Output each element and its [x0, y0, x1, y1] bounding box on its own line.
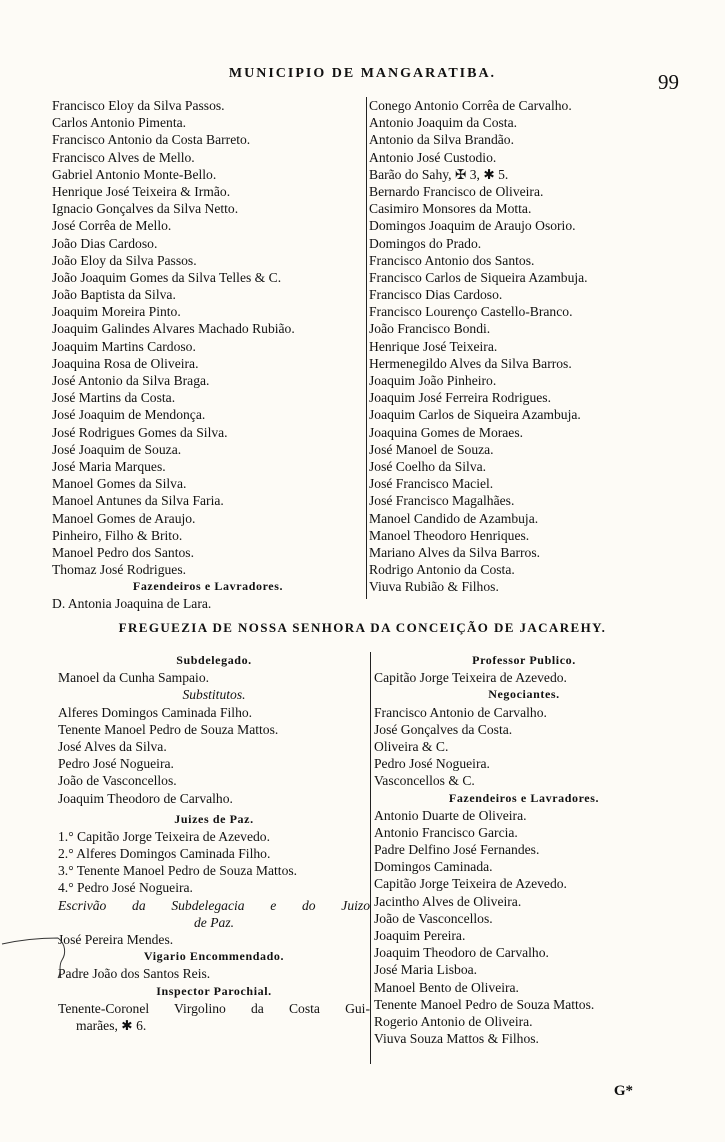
list-item: José Corrêa de Mello. [52, 218, 172, 234]
list-item: Alferes Domingos Caminada Filho. [58, 704, 253, 720]
list-item: Francisco Carlos de Siqueira Azambuja. [369, 269, 588, 285]
subdelegado-heading: Subdelegado. [176, 653, 252, 667]
list-item: Gabriel Antonio Monte-Bello. [52, 166, 217, 182]
list-item: Joaquim Pereira. [374, 928, 466, 943]
list-item: Francisco Lourenço Castello-Branco. [369, 304, 573, 320]
list-item: Rogerio Antonio de Oliveira. [374, 1013, 533, 1029]
escrivao-heading-line1: Escrivão da Subdelegacia e do Juizo [58, 897, 370, 913]
list-item: Manoel Gomes da Silva. [52, 476, 187, 492]
list-item: Joaquina Rosa de Oliveira. [52, 355, 199, 371]
top-right-column [369, 97, 669, 595]
list-item: Francisco Alves de Mello. [52, 149, 195, 165]
list-item: Capitão Jorge Teixeira de Azevedo. [374, 876, 567, 892]
negociantes-heading: Negociantes. [488, 687, 560, 702]
list-item: Domingos Joaquim de Araujo Osorio. [369, 218, 576, 234]
list-item: Thomaz José Rodrigues. [52, 562, 187, 578]
list-item: D. Antonia Joaquina de Lara. [52, 596, 212, 612]
list-item: Joaquim João Pinheiro. [369, 373, 497, 388]
list-item: Barão do Sahy, ✠ 3, ✱ 5. [369, 166, 509, 182]
list-item: José Coelho da Silva. [369, 458, 487, 474]
list-item: Domingos do Prado. [369, 235, 482, 251]
list-item: João de Vasconcellos. [374, 910, 493, 926]
substitutos-list [58, 704, 370, 807]
list-item: Jacintho Alves de Oliveira. [374, 893, 522, 909]
list-item: José Antonio da Silva Braga. [52, 373, 210, 388]
inspector-name-line1: Tenente-Coronel Virgolino da Costa Gui- [58, 1000, 370, 1016]
list-item: Viuva Souza Mattos & Filhos. [374, 1031, 539, 1047]
inspector-heading: Inspector Parochial. [156, 983, 272, 998]
list-item: Rodrigo Antonio da Costa. [369, 562, 515, 578]
list-item: Conego Antonio Corrêa de Carvalho. [369, 98, 572, 113]
list-item: Manoel Candido de Azambuja. [369, 510, 539, 526]
list-item: José Martins da Costa. [52, 390, 176, 406]
fazendeiros-heading-bottom: Fazendeiros e Lavradores. [448, 790, 600, 805]
list-item: João Joaquim Gomes da Silva Telles & C. [52, 269, 282, 285]
list-item: 1.° Capitão Jorge Teixeira de Azevedo. [58, 828, 270, 844]
page-number: 99 [658, 70, 679, 94]
list-item: Joaquim Galindes Alvares Machado Rubião. [52, 321, 295, 337]
list-item: Oliveira & C. [374, 738, 449, 754]
handwritten-bracket-mark [0, 930, 70, 980]
list-item: José Maria Lisboa. [374, 962, 478, 978]
list-item: João Baptista da Silva. [52, 287, 176, 303]
list-item: Mariano Alves da Silva Barros. [369, 544, 541, 560]
list-item: Joaquim José Ferreira Rodrigues. [369, 390, 551, 406]
negociantes-list [374, 704, 674, 790]
fazendeiros-list [374, 807, 674, 1048]
list-item: Joaquina Gomes de Moraes. [369, 424, 524, 440]
inspector-name-line2: marães, ✱ 6. [76, 1017, 147, 1033]
substitutos-heading: Substitutos. [182, 687, 246, 703]
list-item: Pedro José Nogueira. [58, 756, 174, 772]
list-item: José Maria Marques. [52, 458, 166, 474]
list-item: Francisco Antonio da Costa Barreto. [52, 132, 251, 148]
list-item: João de Vasconcellos. [58, 773, 177, 789]
list-item: Antonio Francisco Garcia. [374, 824, 518, 840]
vigario-heading: Vigario Encommendado. [143, 949, 285, 964]
list-item: Hermenegildo Alves da Silva Barros. [369, 355, 572, 371]
list-item: Joaquim Carlos de Siqueira Azambuja. [369, 407, 581, 423]
list-item: Bernardo Francisco de Oliveira. [369, 183, 544, 199]
list-item: Antonio Joaquim da Costa. [369, 115, 518, 131]
list-item: Domingos Caminada. [374, 859, 493, 875]
list-item: Casimiro Monsores da Motta. [369, 201, 532, 217]
list-item: Joaquim Theodoro de Carvalho. [374, 945, 549, 961]
subdelegado-name: Manoel da Cunha Sampaio. [58, 670, 210, 686]
column-divider-top [366, 97, 367, 599]
list-item: Joaquim Martins Cardoso. [52, 338, 196, 354]
list-item: José Rodrigues Gomes da Silva. [52, 424, 228, 440]
list-item: Antonio da Silva Brandão. [369, 132, 514, 148]
list-item: Pedro José Nogueira. [374, 756, 490, 772]
bottom-left-column [58, 652, 370, 1034]
list-item: José Francisco Magalhães. [369, 493, 515, 509]
list-item: Tenente Manoel Pedro de Souza Mattos. [58, 721, 279, 737]
list-item: José Manoel de Souza. [369, 441, 494, 457]
list-item: Manoel Bento de Oliveira. [374, 979, 519, 995]
juizes-list [58, 828, 370, 897]
professor-name: Capitão Jorge Teixeira de Azevedo. [374, 670, 567, 686]
list-item: Francisco Antonio dos Santos. [369, 252, 535, 268]
juizes-heading: Juizes de Paz. [174, 811, 254, 826]
list-item: Antonio Duarte de Oliveira. [374, 807, 527, 823]
list-item: João Francisco Bondi. [369, 321, 491, 337]
list-item: Vasconcellos & C. [374, 773, 475, 789]
fazendeiros-heading-top: Fazendeiros e Lavradores. [132, 579, 284, 594]
list-item: Manoel Antunes da Silva Faria. [52, 493, 224, 509]
professor-heading: Professor Publico. [472, 653, 576, 667]
column-divider-bottom [370, 652, 371, 1064]
list-item: José Joaquim de Mendonça. [52, 407, 206, 423]
escrivao-heading-line2: de Paz. [193, 914, 235, 930]
list-item: José Gonçalves da Costa. [374, 721, 513, 737]
list-item: Henrique José Teixeira & Irmão. [52, 183, 231, 199]
list-item: Antonio José Custodio. [369, 149, 497, 165]
list-item: Francisco Eloy da Silva Passos. [52, 98, 225, 113]
section-title: FREGUEZIA DE NOSSA SENHORA DA CONCEIÇÃO DE JACAREHY. [118, 620, 607, 635]
page-header-title: MUNICIPIO DE MANGARATIBA. [228, 66, 497, 81]
list-item: José Joaquim de Souza. [52, 441, 182, 457]
list-item: Joaquim Theodoro de Carvalho. [58, 790, 233, 806]
list-item: Manoel Gomes de Araujo. [52, 510, 196, 526]
list-item: Francisco Antonio de Carvalho. [374, 704, 547, 720]
list-item: Manoel Theodoro Henriques. [369, 527, 530, 543]
list-item: José Francisco Maciel. [369, 476, 494, 492]
list-item: Tenente Manoel Pedro de Souza Mattos. [374, 996, 595, 1012]
list-item: Manoel Pedro dos Santos. [52, 544, 194, 560]
list-item: Viuva Rubião & Filhos. [369, 579, 499, 595]
list-item: 4.° Pedro José Nogueira. [58, 880, 193, 896]
list-item: Joaquim Moreira Pinto. [52, 304, 181, 320]
vigario-name: Padre João dos Santos Reis. [58, 966, 211, 982]
top-left-column [52, 97, 364, 613]
list-item: 3.° Tenente Manoel Pedro de Souza Mattos. [58, 863, 298, 879]
bottom-right-column [374, 652, 674, 1047]
list-item: Carlos Antonio Pimenta. [52, 115, 187, 131]
signature-mark: G* [613, 1083, 633, 1099]
list-item: José Alves da Silva. [58, 738, 167, 754]
list-item: Ignacio Gonçalves da Silva Netto. [52, 201, 239, 217]
list-item: Francisco Dias Cardoso. [369, 287, 503, 303]
escrivao-name: José Pereira Mendes. [58, 932, 174, 947]
list-item: Padre Delfino José Fernandes. [374, 842, 540, 858]
list-item: João Dias Cardoso. [52, 235, 158, 251]
list-item: 2.° Alferes Domingos Caminada Filho. [58, 846, 271, 862]
list-item: João Eloy da Silva Passos. [52, 252, 197, 268]
list-item: Pinheiro, Filho & Brito. [52, 527, 183, 543]
list-item: Henrique José Teixeira. [369, 338, 498, 354]
